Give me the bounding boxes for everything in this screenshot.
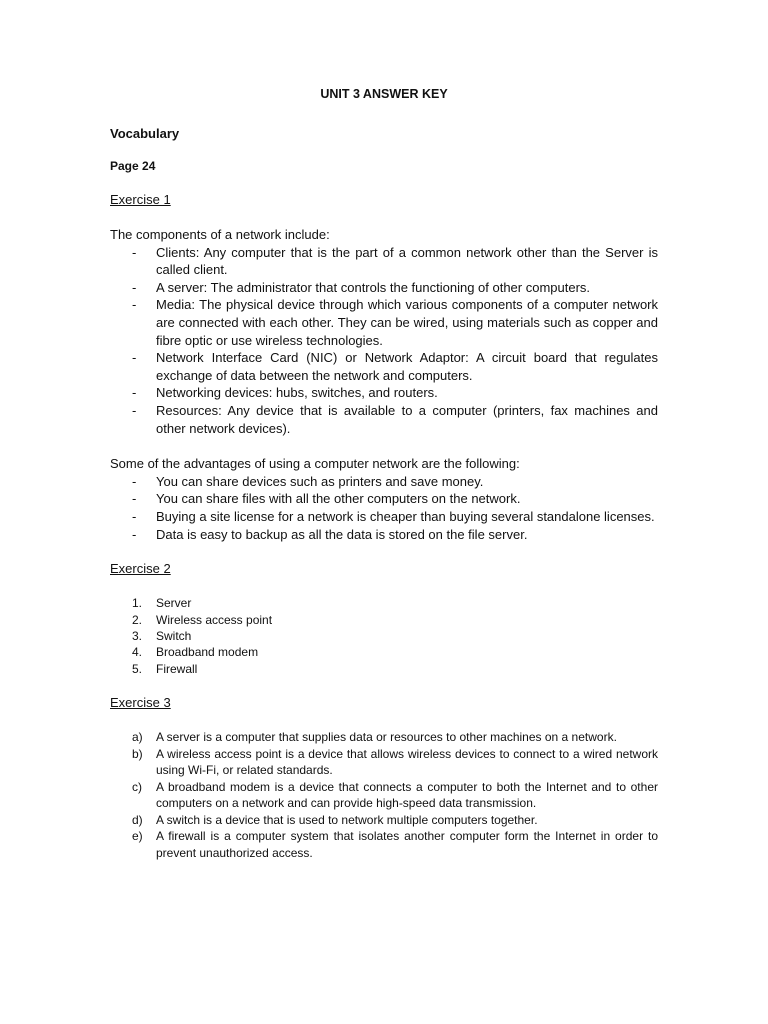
list-item	[110, 349, 658, 384]
list-item-text: A server is a computer that supplies data or resources to other machines on a network.	[156, 730, 617, 745]
list-item	[110, 595, 658, 611]
list-item-text: You can share files with all the other computers on the network.	[156, 491, 521, 507]
list-item-text: A firewall is a computer system that isolates another computer form the Internet in order to prevent unauthorized access.	[156, 829, 658, 860]
list-marker: -	[132, 402, 137, 418]
list-item	[110, 661, 658, 677]
list-item	[110, 729, 658, 746]
list-marker: -	[132, 526, 137, 542]
list-marker: a)	[132, 730, 143, 745]
list-marker: 1.	[132, 596, 143, 611]
list-marker: 5.	[132, 661, 143, 676]
list-marker: -	[132, 279, 137, 295]
list-item	[110, 244, 658, 279]
list-item-text: Networking devices: hubs, switches, and routers.	[156, 385, 438, 401]
document-title: UNIT 3 ANSWER KEY	[320, 87, 448, 101]
list-item-text: Broadband modem	[156, 645, 259, 660]
list-item	[110, 828, 658, 861]
list-marker: -	[132, 297, 137, 313]
list-marker: d)	[132, 812, 143, 827]
list-item-text: A switch is a device that is used to network multiple computers together.	[156, 812, 538, 827]
components-list	[110, 244, 658, 438]
list-item-text: You can share devices such as printers and save money.	[156, 473, 484, 489]
list-item	[110, 779, 658, 812]
list-item	[110, 490, 658, 508]
exercise-1-intro-advantages: Some of the advantages of using a computer network are the following:	[110, 456, 520, 472]
list-item	[110, 402, 658, 437]
list-marker: 4.	[132, 645, 143, 660]
list-item-text: Resources: Any device that is available to a computer (printers, fax machines and other network devices).	[156, 402, 658, 436]
list-item-text: Data is easy to backup as all the data is stored on the file server.	[156, 526, 528, 542]
list-item-text: Wireless access point	[156, 612, 273, 627]
list-item-text: Buying a site license for a network is cheaper than buying several standalone licenses.	[156, 508, 655, 524]
list-marker: c)	[132, 779, 142, 794]
list-marker: e)	[132, 829, 143, 844]
exercise-3-heading: Exercise 3	[110, 695, 171, 711]
list-item	[110, 279, 658, 297]
list-item	[110, 526, 658, 544]
list-item	[110, 644, 658, 660]
exercise-2-heading: Exercise 2	[110, 561, 171, 577]
list-marker: -	[132, 244, 137, 260]
list-item	[110, 746, 658, 779]
list-item	[110, 612, 658, 628]
list-marker: 2.	[132, 612, 143, 627]
list-item	[110, 384, 658, 402]
list-item-text: A broadband modem is a device that connects a computer to both the Internet and to other computers on a network and can provide high-speed data transmission.	[156, 779, 658, 811]
list-item-text: A wireless access point is a device that allows wireless devices to connect to a wired network using Wi-Fi, or related standards.	[156, 746, 658, 778]
list-item-text: Network Interface Card (NIC) or Network Adaptor: A circuit board that regulates exchange of data between the network and computers.	[156, 350, 658, 383]
section-heading: Vocabulary	[110, 126, 180, 141]
list-item	[110, 508, 658, 526]
list-item-text: Firewall	[156, 661, 198, 676]
list-item-text: Server	[156, 596, 192, 611]
list-marker: 3.	[132, 628, 143, 643]
list-item	[110, 812, 658, 829]
exercise-1-heading: Exercise 1	[110, 192, 171, 207]
exercise-3-list	[110, 729, 658, 861]
list-item	[110, 473, 658, 491]
list-marker: b)	[132, 746, 143, 761]
list-item	[110, 296, 658, 349]
list-item-text: Media: The physical device through which various components of a computer network are connected with each other. They can be wired, using materials such as copper and fibre optic or use wireless technologies.	[156, 297, 658, 348]
list-item-text: Clients: Any computer that is the part of a common network other than the Server is called client.	[156, 244, 658, 278]
list-marker: -	[132, 473, 137, 489]
exercise-2-list	[110, 595, 658, 677]
list-item-text: Switch	[156, 628, 192, 643]
list-marker: -	[132, 350, 137, 366]
list-marker: -	[132, 385, 137, 401]
document-page	[110, 86, 658, 861]
list-marker: -	[132, 508, 137, 524]
advantages-list	[110, 473, 658, 543]
list-item-text: A server: The administrator that controls the functioning of other computers.	[156, 279, 591, 295]
list-marker: -	[132, 491, 137, 507]
list-item	[110, 628, 658, 644]
exercise-1-intro-components: The components of a network include:	[110, 227, 330, 242]
page-label: Page 24	[110, 159, 156, 173]
